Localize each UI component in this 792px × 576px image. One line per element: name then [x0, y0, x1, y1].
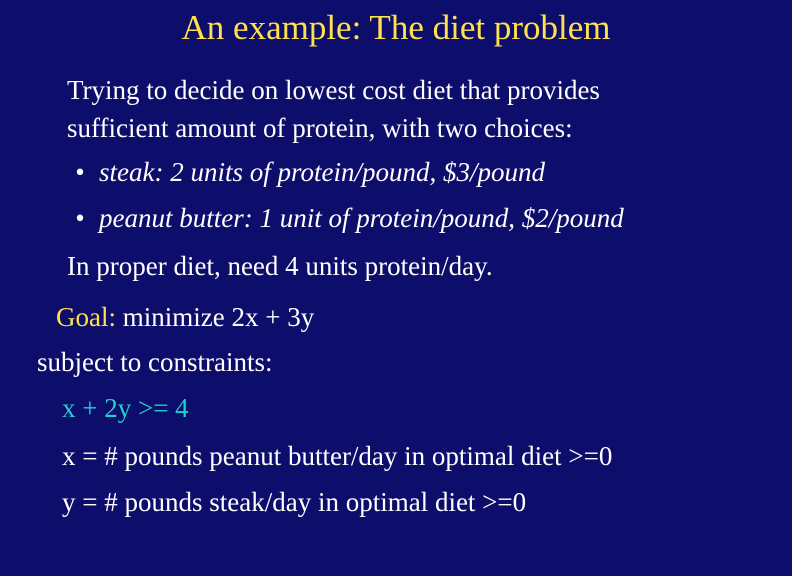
subject-to-line: subject to constraints:	[37, 347, 273, 377]
definition-y: y = # pounds steak/day in optimal diet >=0	[62, 487, 527, 517]
intro-line-2: sufficient amount of protein, with two choices:	[67, 113, 573, 143]
bullet-steak-text: steak: 2 units of protein/pound, $3/pound	[99, 157, 545, 187]
bullet-icon: •	[75, 157, 85, 187]
goal-line	[56, 303, 314, 333]
bullet-steak	[75, 158, 545, 188]
goal-label: Goal:	[56, 302, 116, 332]
slide-title: An example: The diet problem	[181, 8, 611, 47]
bullet-icon: •	[75, 203, 85, 233]
requirement-line: In proper diet, need 4 units protein/day.	[67, 251, 493, 281]
bullet-peanut-butter	[75, 204, 624, 234]
bullet-peanut-butter-text: peanut butter: 1 unit of protein/pound, $2/pound	[99, 203, 624, 233]
goal-text: minimize 2x + 3y	[122, 302, 315, 332]
constraint-line: x + 2y >= 4	[62, 393, 189, 423]
intro-line-1: Trying to decide on lowest cost diet that provides	[67, 75, 600, 105]
definition-x: x = # pounds peanut butter/day in optimal diet >=0	[62, 441, 613, 471]
